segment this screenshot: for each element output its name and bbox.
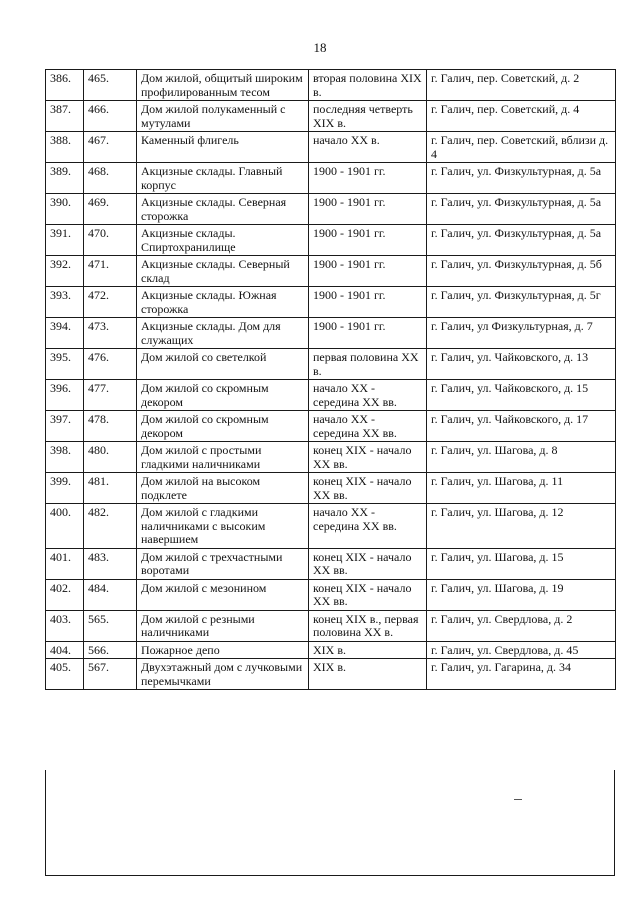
object-number: 468. xyxy=(84,163,137,194)
object-number: 478. xyxy=(84,411,137,442)
object-address: г. Галич, ул. Свердлова, д. 2 xyxy=(427,610,616,641)
object-name: Дом жилой со скромным декором xyxy=(137,411,309,442)
object-address: г. Галич, пер. Советский, д. 4 xyxy=(427,101,616,132)
object-name: Дом жилой, общитый широким профилированным тесом xyxy=(137,70,309,101)
table-row xyxy=(46,101,616,132)
object-date: начало XX - середина XX вв. xyxy=(309,411,427,442)
row-seq-number: 391. xyxy=(46,225,84,256)
object-number: 566. xyxy=(84,641,137,659)
table-row xyxy=(46,318,616,349)
object-address: г. Галич, ул. Гагарина, д. 34 xyxy=(427,659,616,690)
object-name: Дом жилой с мезонином xyxy=(137,579,309,610)
row-seq-number: 387. xyxy=(46,101,84,132)
table-row xyxy=(46,132,616,163)
table-row xyxy=(46,659,616,690)
object-address: г. Галич, ул Физкультурная, д. 7 xyxy=(427,318,616,349)
row-seq-number: 404. xyxy=(46,641,84,659)
table-row xyxy=(46,163,616,194)
object-date: вторая половина XIX в. xyxy=(309,70,427,101)
object-number: 565. xyxy=(84,610,137,641)
object-date: начало XX - середина XX вв. xyxy=(309,504,427,549)
row-seq-number: 389. xyxy=(46,163,84,194)
object-date: последняя четверть XIX в. xyxy=(309,101,427,132)
object-name: Дом жилой с гладкими наличниками с высоким навершием xyxy=(137,504,309,549)
object-number: 483. xyxy=(84,548,137,579)
object-address: г. Галич, ул. Шагова, д. 15 xyxy=(427,548,616,579)
object-address: г. Галич, ул. Шагова, д. 12 xyxy=(427,504,616,549)
object-name: Двухэтажный дом с лучковыми перемычками xyxy=(137,659,309,690)
object-name: Акцизные склады. Главный корпус xyxy=(137,163,309,194)
object-date: XIX в. xyxy=(309,659,427,690)
table-row xyxy=(46,473,616,504)
object-name: Дом жилой с резными наличниками xyxy=(137,610,309,641)
table-row xyxy=(46,194,616,225)
object-number: 465. xyxy=(84,70,137,101)
object-name: Акцизные склады. Южная сторожка xyxy=(137,287,309,318)
object-number: 477. xyxy=(84,380,137,411)
table-empty-area xyxy=(45,770,615,876)
object-number: 567. xyxy=(84,659,137,690)
object-date: 1900 - 1901 гг. xyxy=(309,256,427,287)
object-name: Акцизные склады. Северный склад xyxy=(137,256,309,287)
object-number: 471. xyxy=(84,256,137,287)
row-seq-number: 392. xyxy=(46,256,84,287)
page-number: 18 xyxy=(313,40,327,55)
object-address: г. Галич, ул. Чайковского, д. 13 xyxy=(427,349,616,380)
object-name: Дом жилой полукаменный с мутулами xyxy=(137,101,309,132)
object-date: 1900 - 1901 гг. xyxy=(309,225,427,256)
object-name: Дом жилой с простыми гладкими наличниками xyxy=(137,442,309,473)
object-address: г. Галич, ул. Чайковского, д. 17 xyxy=(427,411,616,442)
object-date: конец XIX - начало XX вв. xyxy=(309,473,427,504)
table-row xyxy=(46,548,616,579)
object-address: г. Галич, ул. Свердлова, д. 45 xyxy=(427,641,616,659)
object-number: 482. xyxy=(84,504,137,549)
object-name: Дом жилой с трехчастными воротами xyxy=(137,548,309,579)
scan-mark xyxy=(514,799,522,800)
object-address: г. Галич, ул. Физкультурная, д. 5а xyxy=(427,194,616,225)
object-address: г. Галич, пер. Советский, вблизи д. 4 xyxy=(427,132,616,163)
row-seq-number: 403. xyxy=(46,610,84,641)
row-seq-number: 396. xyxy=(46,380,84,411)
object-date: 1900 - 1901 гг. xyxy=(309,163,427,194)
object-name: Каменный флигель xyxy=(137,132,309,163)
object-date: конец XIX - начало XX вв. xyxy=(309,579,427,610)
table-row xyxy=(46,256,616,287)
table-body xyxy=(46,70,616,690)
row-seq-number: 397. xyxy=(46,411,84,442)
row-seq-number: 399. xyxy=(46,473,84,504)
object-name: Акцизные склады. Северная сторожка xyxy=(137,194,309,225)
object-name: Акцизные склады. Спиртохранилище xyxy=(137,225,309,256)
table-row xyxy=(46,349,616,380)
table-row xyxy=(46,610,616,641)
object-date: 1900 - 1901 гг. xyxy=(309,194,427,225)
row-seq-number: 386. xyxy=(46,70,84,101)
row-seq-number: 390. xyxy=(46,194,84,225)
object-number: 473. xyxy=(84,318,137,349)
row-seq-number: 402. xyxy=(46,579,84,610)
object-number: 476. xyxy=(84,349,137,380)
object-date: конец XIX в., первая половина XX в. xyxy=(309,610,427,641)
object-address: г. Галич, ул. Физкультурная, д. 5а xyxy=(427,163,616,194)
object-number: 481. xyxy=(84,473,137,504)
table-row xyxy=(46,504,616,549)
object-address: г. Галич, ул. Физкультурная, д. 5б xyxy=(427,256,616,287)
row-seq-number: 388. xyxy=(46,132,84,163)
object-address: г. Галич, пер. Советский, д. 2 xyxy=(427,70,616,101)
row-seq-number: 393. xyxy=(46,287,84,318)
object-date: конец XIX - начало XX вв. xyxy=(309,442,427,473)
row-seq-number: 405. xyxy=(46,659,84,690)
object-date: первая половина XX в. xyxy=(309,349,427,380)
object-name: Дом жилой со светелкой xyxy=(137,349,309,380)
object-date: конец XIX - начало XX вв. xyxy=(309,548,427,579)
table-row xyxy=(46,70,616,101)
object-address: г. Галич, ул. Шагова, д. 11 xyxy=(427,473,616,504)
object-number: 480. xyxy=(84,442,137,473)
table-row xyxy=(46,579,616,610)
object-number: 472. xyxy=(84,287,137,318)
object-address: г. Галич, ул. Шагова, д. 8 xyxy=(427,442,616,473)
object-number: 467. xyxy=(84,132,137,163)
object-address: г. Галич, ул. Физкультурная, д. 5а xyxy=(427,225,616,256)
table-row xyxy=(46,641,616,659)
object-date: 1900 - 1901 гг. xyxy=(309,287,427,318)
object-number: 469. xyxy=(84,194,137,225)
object-number: 484. xyxy=(84,579,137,610)
object-date: начало XX - середина XX вв. xyxy=(309,380,427,411)
heritage-objects-table xyxy=(45,69,616,690)
table-row xyxy=(46,442,616,473)
object-name: Дом жилой со скромным декором xyxy=(137,380,309,411)
object-name: Акцизные склады. Дом для служащих xyxy=(137,318,309,349)
row-seq-number: 394. xyxy=(46,318,84,349)
object-address: г. Галич, ул. Чайковского, д. 15 xyxy=(427,380,616,411)
object-address: г. Галич, ул. Шагова, д. 19 xyxy=(427,579,616,610)
row-seq-number: 400. xyxy=(46,504,84,549)
table-row xyxy=(46,225,616,256)
object-name: Пожарное депо xyxy=(137,641,309,659)
object-date: XIX в. xyxy=(309,641,427,659)
object-date: 1900 - 1901 гг. xyxy=(309,318,427,349)
row-seq-number: 395. xyxy=(46,349,84,380)
object-address: г. Галич, ул. Физкультурная, д. 5г xyxy=(427,287,616,318)
object-number: 466. xyxy=(84,101,137,132)
object-date: начало XX в. xyxy=(309,132,427,163)
object-name: Дом жилой на высоком подклете xyxy=(137,473,309,504)
row-seq-number: 398. xyxy=(46,442,84,473)
table-row xyxy=(46,411,616,442)
object-number: 470. xyxy=(84,225,137,256)
table-row xyxy=(46,287,616,318)
table-row xyxy=(46,380,616,411)
row-seq-number: 401. xyxy=(46,548,84,579)
